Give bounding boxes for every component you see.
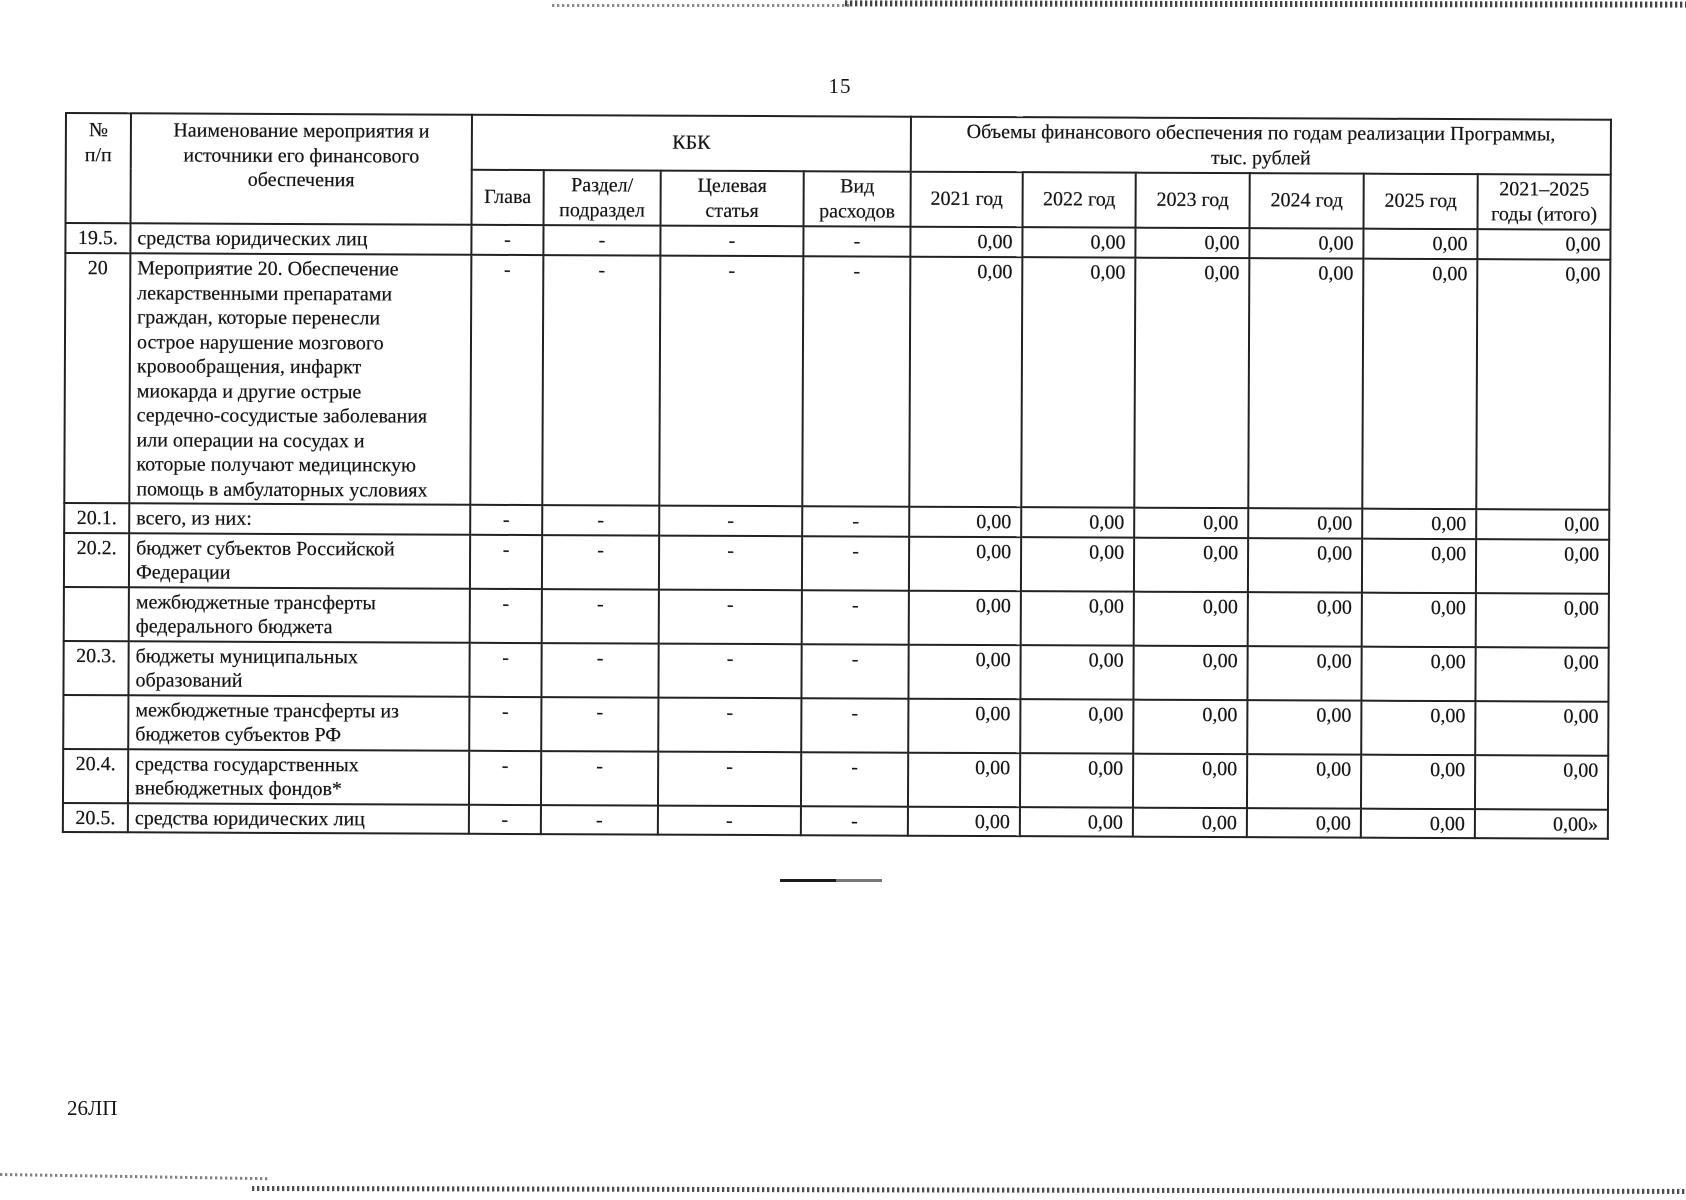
kbk-cell: -	[542, 589, 659, 644]
amount-cell: 0,00	[1134, 537, 1248, 591]
row-number-cell	[63, 694, 128, 748]
kbk-cell: -	[470, 588, 542, 642]
header-razdel: Раздел/ подраздел	[544, 170, 661, 226]
amount-cell: 0,00	[909, 257, 1022, 507]
kbk-cell: -	[541, 805, 658, 835]
header-year-2021: 2021 год	[911, 172, 1023, 227]
row-number-cell: 20.2.	[64, 533, 129, 587]
table-row	[64, 586, 1609, 647]
header-total: 2021–2025 годы (итого)	[1478, 174, 1611, 230]
kbk-cell: -	[541, 751, 658, 806]
amount-cell: 0,00	[1361, 700, 1475, 754]
amount-cell: 0,00	[1020, 645, 1133, 699]
kbk-cell: -	[542, 535, 659, 590]
kbk-cell: -	[801, 698, 908, 752]
amount-cell: 0,00	[1476, 509, 1609, 539]
document-code: 26ЛП	[67, 1096, 118, 1120]
amount-cell: 0,00	[1477, 229, 1610, 260]
footnote-divider	[780, 879, 882, 882]
amount-cell: 0,00	[1361, 754, 1475, 808]
amount-cell: 0,00	[909, 507, 1021, 537]
kbk-cell: -	[542, 505, 659, 535]
kbk-cell: -	[659, 506, 802, 536]
amount-cell: 0,00	[1022, 227, 1135, 257]
activity-name-cell: межбюджетные трансферты федерального бюджета	[129, 587, 470, 642]
activity-name-cell: бюджет субъектов Российской Федерации	[129, 533, 470, 588]
amount-cell: 0,00	[1475, 755, 1608, 810]
kbk-cell: -	[541, 643, 658, 698]
amount-cell: 0,00	[1249, 228, 1363, 258]
header-name: Наименование мероприятия и источники его финансового обеспечения	[131, 113, 472, 224]
table-row	[63, 640, 1608, 701]
header-year-2025: 2025 год	[1364, 174, 1478, 229]
kbk-cell: -	[470, 505, 542, 535]
amount-cell: 0,00	[1475, 647, 1608, 702]
amount-cell: 0,00	[1247, 646, 1361, 700]
activity-name-cell: всего, из них:	[129, 503, 470, 534]
kbk-cell: -	[469, 804, 541, 834]
amount-cell: 0,00	[908, 644, 1020, 698]
amount-cell: 0,00	[1248, 258, 1363, 508]
amount-cell: 0,00	[1363, 229, 1477, 259]
table-row	[64, 253, 1610, 510]
kbk-cell: -	[658, 751, 801, 806]
financial-table	[62, 112, 1612, 840]
amount-cell: 0,00	[1021, 591, 1134, 645]
kbk-cell: -	[801, 806, 908, 836]
kbk-cell: -	[541, 697, 658, 752]
amount-cell: 0,00	[1476, 593, 1609, 648]
kbk-cell: -	[470, 255, 543, 505]
kbk-cell: -	[469, 696, 541, 750]
scan-artifact-bottom-dark	[252, 1186, 1686, 1194]
row-number-cell: 20.1.	[64, 503, 129, 533]
amount-cell: 0,00	[1248, 538, 1362, 592]
amount-cell: 0,00	[1361, 808, 1475, 838]
header-volumes: Объемы финансового обеспечения по годам реализации Программы, тыс. рублей	[911, 117, 1611, 175]
activity-name-cell: бюджеты муниципальных образований	[128, 641, 469, 696]
table-row	[63, 694, 1608, 755]
kbk-cell: -	[470, 534, 542, 588]
amount-cell: 0,00	[1247, 754, 1361, 808]
amount-cell: 0,00	[1133, 645, 1247, 699]
kbk-cell: -	[658, 643, 801, 698]
amount-cell: 0,00	[1135, 228, 1249, 258]
amount-cell: 0,00	[1361, 646, 1475, 700]
amount-cell: 0,00	[1020, 753, 1133, 807]
amount-cell: 0,00	[1475, 701, 1608, 756]
kbk-cell: -	[659, 589, 802, 644]
amount-cell: 0,00	[908, 806, 1020, 836]
row-number-cell: 20.5.	[63, 802, 128, 832]
scan-artifact-bottom-light	[0, 1173, 270, 1180]
kbk-cell: -	[658, 697, 801, 752]
amount-cell: 0,00	[1248, 592, 1362, 646]
row-number-cell: 20.4.	[63, 748, 128, 802]
financial-table-wrapper	[62, 112, 1612, 840]
header-glava: Глава	[472, 170, 544, 225]
amount-cell: 0,00	[910, 227, 1022, 257]
amount-cell: 0,00	[908, 752, 1020, 806]
amount-cell: 0,00	[1247, 700, 1361, 754]
amount-cell: 0,00	[1133, 699, 1247, 753]
amount-cell: 0,00	[1362, 538, 1476, 592]
activity-name-cell: межбюджетные трансферты из бюджетов субъектов РФ	[128, 695, 469, 750]
amount-cell: 0,00	[1134, 258, 1249, 508]
activity-name-cell: средства юридических лиц	[130, 223, 471, 254]
amount-cell: 0,00	[1362, 592, 1476, 646]
header-year-2024: 2024 год	[1250, 173, 1364, 228]
amount-cell: 0,00	[1021, 257, 1135, 507]
header-num: № п/п	[66, 113, 131, 223]
amount-cell: 0,00	[1362, 509, 1476, 539]
amount-cell: 0,00	[1134, 591, 1248, 645]
kbk-cell: -	[802, 506, 909, 536]
header-vid: Вид расходов	[804, 171, 911, 226]
activity-name-cell: Мероприятие 20. Обеспечение лекарственными препаратами граждан, которые перенесли острое нарушение мозгового кровообращения, инфаркт миокарда и другие острые сердечно-сосудистые заболевания или операции на сосудах и которые получают медицинскую помощь в амбулаторных условиях	[129, 253, 471, 504]
amount-cell: 0,00	[1362, 259, 1477, 509]
kbk-cell: -	[802, 256, 910, 506]
amount-cell: 0,00	[909, 590, 1021, 644]
amount-cell: 0,00	[1021, 537, 1134, 591]
amount-cell: 0,00	[908, 698, 1020, 752]
table-row	[63, 748, 1608, 809]
activity-name-cell: средства государственных внебюджетных фондов*	[128, 749, 469, 804]
amount-cell: 0,00	[1133, 807, 1247, 837]
kbk-cell: -	[801, 644, 908, 698]
kbk-cell: -	[658, 805, 801, 835]
table-row	[64, 533, 1609, 594]
amount-cell: 0,00	[1020, 807, 1133, 837]
amount-cell: 0,00	[1021, 507, 1134, 537]
activity-name-cell: средства юридических лиц	[128, 803, 469, 834]
amount-cell: 0,00	[1134, 508, 1248, 538]
amount-cell: 0,00	[1248, 508, 1362, 538]
kbk-cell: -	[802, 590, 909, 644]
amount-cell: 0,00	[1133, 753, 1247, 807]
kbk-cell: -	[659, 535, 802, 590]
table-row	[63, 802, 1608, 838]
kbk-cell: -	[801, 752, 908, 806]
header-kbk: КБК	[472, 115, 911, 172]
amount-cell: 0,00	[909, 536, 1021, 590]
amount-cell: 0,00	[1247, 808, 1361, 838]
kbk-cell: -	[469, 642, 541, 696]
row-number-cell	[64, 586, 129, 640]
scan-artifact-top-light	[552, 4, 852, 7]
kbk-cell: -	[471, 225, 543, 255]
kbk-cell: -	[542, 255, 660, 506]
kbk-cell: -	[802, 536, 909, 590]
header-celevaya: Целевая статья	[661, 171, 804, 227]
header-year-2022: 2022 год	[1023, 172, 1136, 227]
row-number-cell: 20.3.	[63, 640, 128, 694]
kbk-cell: -	[803, 226, 910, 256]
scan-artifact-top-dark	[845, 0, 1686, 7]
amount-cell: 0,00	[1476, 259, 1610, 510]
kbk-cell: -	[543, 225, 660, 256]
amount-cell: 0,00	[1476, 539, 1609, 594]
amount-cell: 0,00	[1020, 699, 1133, 753]
header-year-2023: 2023 год	[1136, 173, 1250, 228]
row-number-cell: 20	[64, 253, 130, 503]
kbk-cell: -	[660, 226, 803, 257]
page-number: 15	[828, 74, 852, 98]
kbk-cell: -	[469, 750, 541, 804]
row-number-cell: 19.5.	[65, 223, 130, 253]
amount-cell: 0,00»	[1475, 809, 1608, 839]
kbk-cell: -	[659, 256, 803, 507]
